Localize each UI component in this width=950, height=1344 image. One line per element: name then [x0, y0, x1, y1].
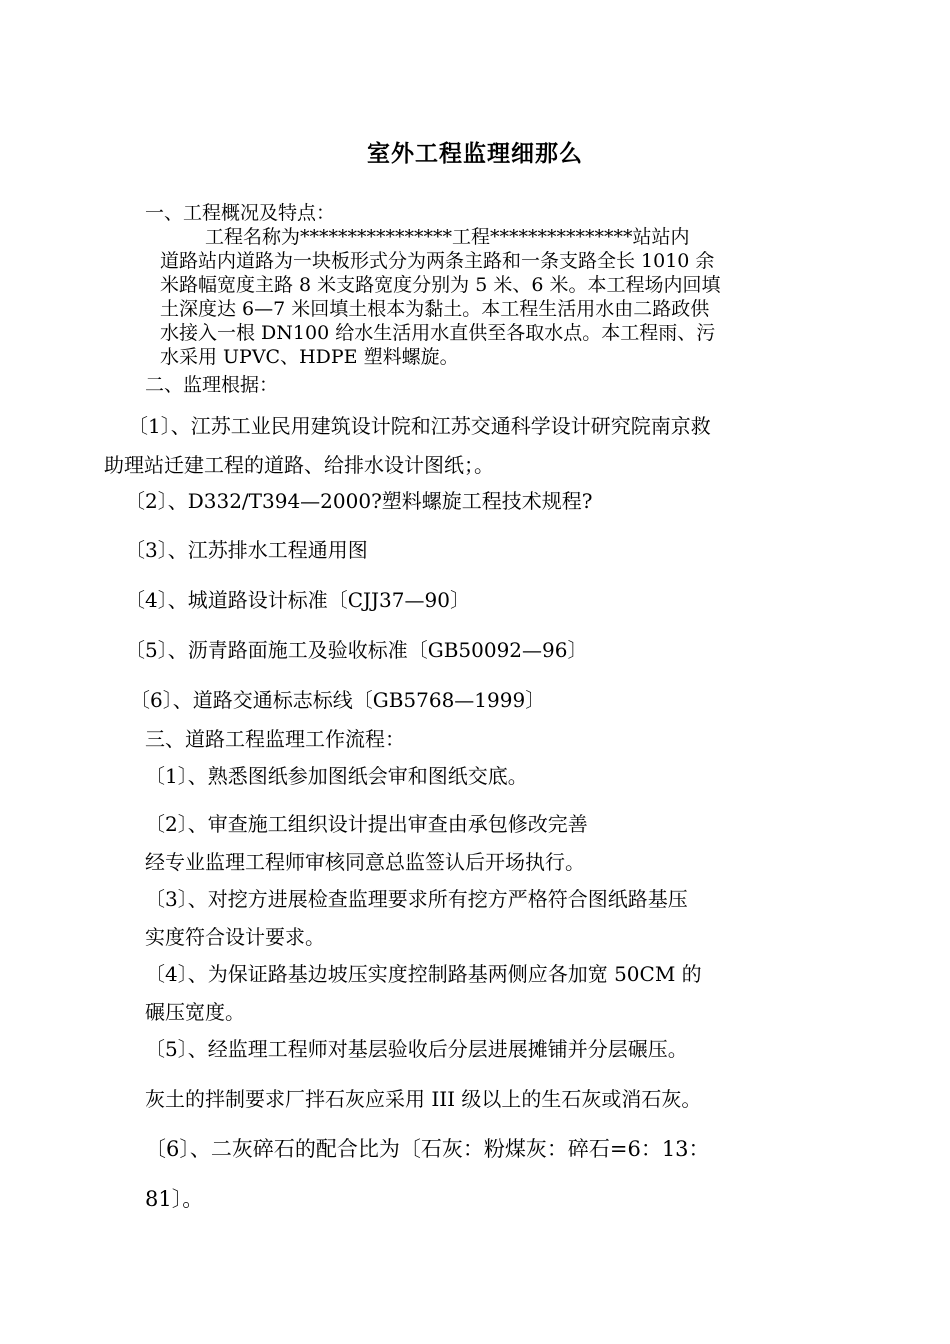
document-title: 室外工程监理细那么: [367, 141, 583, 167]
list-item: 〔2〕、D332/T394—2000?塑料螺旋工程技术规程?: [125, 489, 593, 513]
list-item-continuation: 碾压宽度。: [145, 1000, 245, 1024]
paragraph-line: 米路幅宽度主路 8 米支路宽度分别为 5 米、6 米。本工程场内回填: [160, 274, 721, 296]
section-heading-workflow: 三、道路工程监理工作流程：: [145, 727, 405, 751]
paragraph-line: 工程名称为****************工程***************站站内: [205, 226, 690, 248]
list-item: 〔4〕、为保证路基边坡压实度控制路基两侧应各加宽 50CM 的: [145, 962, 702, 986]
list-item: 〔6〕、道路交通标志标线〔GB5768—1999〕: [130, 688, 546, 712]
list-item: 〔1〕、熟悉图纸参加图纸会审和图纸交底。: [145, 764, 528, 788]
paragraph-line: 水接入一根 DN100 给水生活用水直供至各取水点。本工程雨、污: [160, 322, 716, 344]
paragraph-line: 灰土的拌制要求厂拌石灰应采用 III 级以上的生石灰或消石灰。: [145, 1087, 702, 1111]
list-item-continuation: 助理站迁建工程的道路、给排水设计图纸；。: [104, 453, 494, 477]
section-heading-basis: 二、监理根据：: [145, 374, 279, 396]
list-item-continuation: 实度符合设计要求。: [145, 925, 325, 949]
list-item: 〔3〕、对挖方进展检查监理要求所有挖方严格符合图纸路基压: [145, 887, 688, 911]
list-item: 〔4〕、城道路设计标准〔CJJ37—90〕: [125, 588, 470, 612]
list-item: 〔1〕、江苏工业民用建筑设计院和江苏交通科学设计研究院南京救: [128, 414, 711, 438]
list-item: 〔2〕、审查施工组织设计提出审查由承包修改完善: [145, 812, 588, 836]
paragraph-line: 土深度达 6—7 米回填土根本为黏土。本工程生活用水由二路政供: [160, 298, 710, 320]
paragraph-line: 水采用 UPVC、HDPE 塑料螺旋。: [160, 346, 459, 368]
list-item: 〔3〕、江苏排水工程通用图: [125, 538, 368, 562]
list-item: 〔5〕、经监理工程师对基层验收后分层进展摊铺并分层碾压。: [145, 1037, 688, 1061]
section-heading-overview: 一、工程概况及特点：: [145, 202, 336, 224]
list-item-continuation: 81〕。: [145, 1187, 204, 1211]
list-item-continuation: 经专业监理工程师审核同意总监签认后开场执行。: [145, 850, 585, 874]
list-item: 〔6〕、二灰碎石的配合比为〔石灰：粉煤灰：碎石=6：13：: [145, 1137, 710, 1161]
list-item: 〔5〕、沥青路面施工及验收标准〔GB50092—96〕: [125, 638, 588, 662]
paragraph-line: 道路站内道路为一块板形式分为两条主路和一条支路全长 1010 余: [160, 250, 715, 272]
